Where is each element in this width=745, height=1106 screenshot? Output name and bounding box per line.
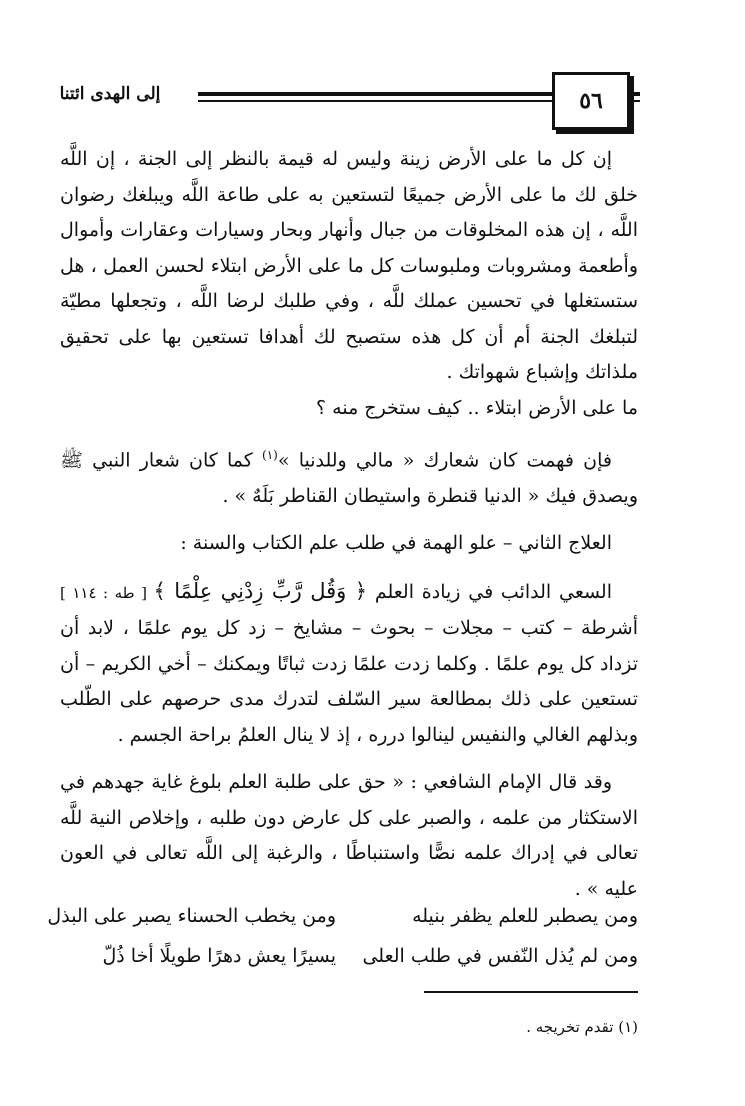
paragraph-question: ما على الأرض ابتلاء .. كيف ستخرج منه ؟	[316, 396, 638, 419]
footnote-reference: (١)	[262, 448, 278, 462]
running-book-title: إلى الهدى ائتنا	[59, 84, 161, 104]
paragraph-slogan	[60, 438, 638, 514]
footnote-divider	[424, 991, 638, 993]
quran-reference: [ طه : ١١٤ ]	[60, 583, 154, 602]
section-heading-second-remedy: العلاج الثاني – علو الهمة في طلب علم الكتاب والسنة :	[180, 532, 612, 555]
poem-block	[47, 896, 638, 976]
verse-second-half: ومن يخطب الحسناء يصبر على البذل	[47, 905, 336, 927]
verse-first-half: ومن لم يُذل النّفس في طلب العلى	[362, 945, 638, 967]
main-text	[60, 142, 638, 907]
quran-verse: ﴿ وَقُل رَّبِّ زِدْنِي عِلْمًا ﴾	[153, 578, 368, 603]
footnote-text: تقدم تخريجه .	[526, 1018, 619, 1036]
verse-second-half: يسيرًا يعش دهرًا طويلًا أخا ذُلّ	[102, 945, 336, 967]
page-number: ٥٦	[552, 72, 630, 130]
seeking-knowledge-text: أشرطة – كتب – مجلات – بحوث – مشايخ – زد كل يوم علمًا ، لابد أن تزداد كل يوم علمًا . وكلما زدت علمًا زدت ثباتًا ويمكنك – أخي الكريم – أن تستعين على ذلك بمطالعة سير السّلف لتدرك مدى حرصهم على الطّلب وبذلهم الغالي والنفيس لينالوا درره ، إذ لا ينال العلمُ براحة الجسم .	[60, 617, 638, 746]
poem-verse	[60, 936, 638, 976]
paragraph-seeking-knowledge	[60, 574, 638, 754]
slogan-continuation: كما كان شعار النبي ﷺ ويصدق فيك « الدنيا قنطرة واستيطان القناطر بَلَهٌ » .	[60, 449, 638, 507]
paragraph-world-test: إن كل ما على الأرض زينة وليس له قيمة بالنظر إلى الجنة ، إن اللَّه خلق لك ما على الأرض جميعًا لتستعين به على طاعة اللَّه ويبلغك رضوان اللَّه ، إن هذه المخلوقات من جبال وأنهار وبحار وسيارات وعقارات وأموال وأطعمة ومشروبات وملبوسات كل ما على الأرض ابتلاء لحسن العمل ، هل ستستغلها في تحسين عملك للَّه ، وفي طلبك لرضا اللَّه ، وتجعلها مطيّة لتبلغك الجنة أم أن كل هذه ستصبح لك أهدافا تستعين بها على تحقيق ملذاتك وإشباع شهواتك .	[60, 148, 638, 383]
poem-verse	[47, 896, 638, 936]
verse-first-half: ومن يصطبر للعلم يظفر بنيله	[412, 905, 638, 927]
seeking-knowledge-intro: السعي الدائب في زيادة العلم	[367, 580, 612, 603]
paragraph-shafii-quote: وقد قال الإمام الشافعي : « حق على طلبة العلم بلوغ غاية جهدهم في الاستكثار من علمه ، والصبر على كل عارض دون طلبه ، وإخلاص النية للَّه تعالى في إدراك علمه نصًّا واستنباطًا ، والرغبة إلى اللَّه تعالى في العون عليه » .	[60, 771, 638, 900]
footnote	[60, 1018, 638, 1036]
page-header	[30, 72, 640, 130]
header-rule-thick	[198, 92, 544, 96]
slogan-text: فإن فهمت كان شعارك « مالي وللدنيا »	[277, 449, 612, 472]
footnote-marker: (١)	[618, 1018, 638, 1036]
header-rule-thin	[198, 100, 544, 102]
